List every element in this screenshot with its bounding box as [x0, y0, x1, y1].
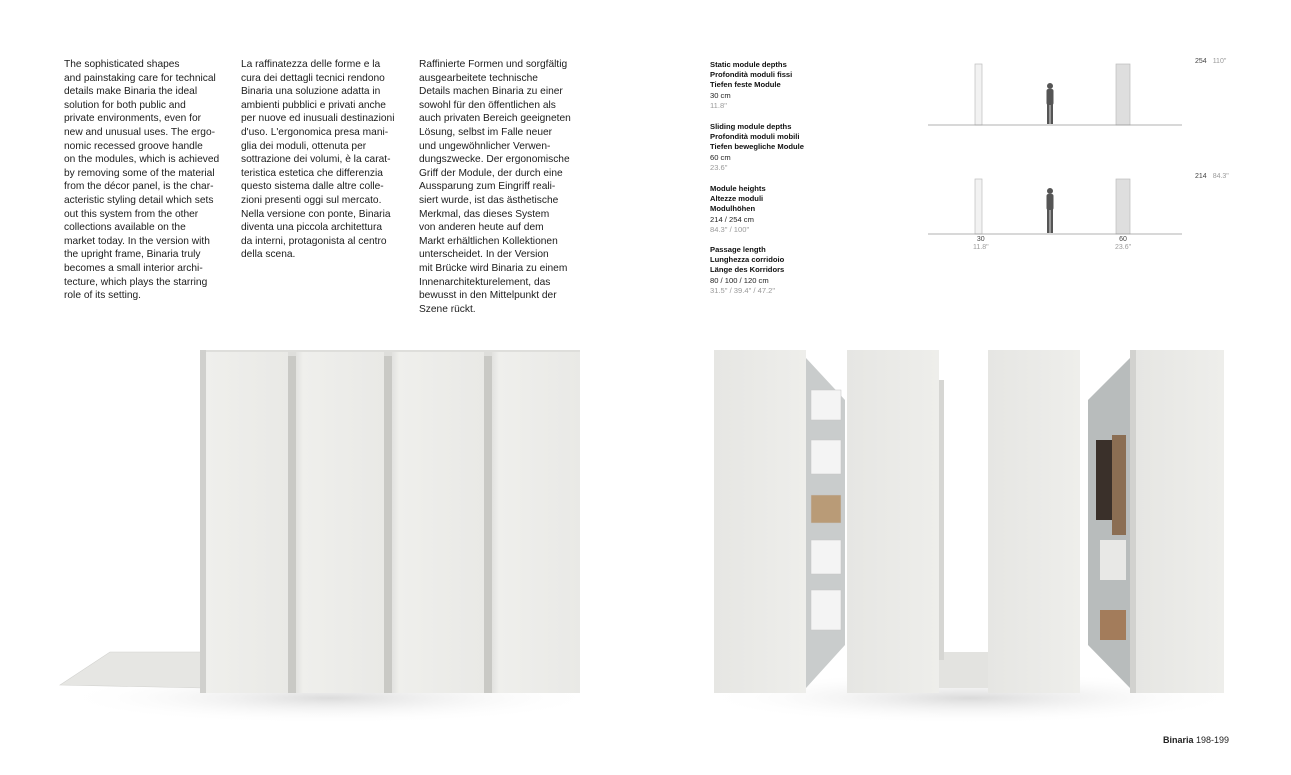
sliding-module-elevation [1116, 64, 1130, 125]
handle-groove [484, 356, 492, 693]
height-label-254: 254 110" [1195, 58, 1227, 65]
spec-imperial: 84.3" / 100" [710, 224, 750, 234]
handle-groove [384, 356, 392, 693]
spec-metric: 60 cm [710, 152, 731, 162]
wardrobe-panel [392, 352, 484, 693]
brand-name: Binaria [1163, 735, 1194, 745]
spec-imperial: 31.5" / 39.4" / 47.2" [710, 285, 776, 295]
wardrobe-panel [492, 352, 580, 693]
static-module-elevation [975, 179, 982, 234]
spec-metric: 30 cm [710, 90, 731, 100]
handle-groove [288, 356, 296, 693]
person-silhouette [1047, 83, 1054, 124]
spec-title: Tiefen feste Module [710, 80, 781, 90]
spec-metric: 80 / 100 / 120 cm [710, 275, 769, 285]
depth-label-30: 30 11.8" [973, 236, 989, 251]
spec-title: Tiefen bewegliche Module [710, 142, 804, 152]
spec-title: Profondità moduli mobili [710, 132, 800, 142]
page-footer [1163, 735, 1229, 745]
product-photo-closed [50, 340, 610, 770]
wardrobe-panel [296, 352, 384, 693]
spec-title: Sliding module depths [710, 122, 792, 131]
english-description: The sophisticated shapes and painstaking care for technical details make Binaria the ideal solution for both public and private environments, even for new and unusual uses. The ergo- nomic recessed groove handle on the modules, which is achieved by removing some of the material from the décor panel, is the char- acteristic styling detail which sets out this system from the other collections available on the market today. In the version with the upright frame, Binaria truly becomes a small interior archi- tecture, which plays the starring role of its setting. [64, 59, 220, 302]
sliding-panel [847, 350, 939, 693]
spec-title: Modulhöhen [710, 204, 756, 214]
spec-metric: 214 / 254 cm [710, 214, 754, 224]
person-silhouette [1047, 188, 1054, 233]
spec-title: Profondità moduli fissi [710, 70, 793, 80]
spec-static-depths [710, 60, 870, 111]
depth-label-60: 60 23.6" [1115, 236, 1132, 251]
spec-title: Altezze moduli [710, 194, 764, 204]
italian-description: La raffinatezza delle forme e la cura dei dettagli tecnici rendono Binaria una soluzione adatta in ambienti pubblici e privati anche per nuove ed inusuali destinazioni d'uso. L'ergonomica presa mani- glia dei moduli, ottenuta per sottrazione dei volumi, è la carat- teristica estetica che differenzia questo sistema dalle altre colle- zioni presenti oggi sul mercato. Nella versione con ponte, Binaria diventa una piccola architettura da interni, protagonista al centro della scena. [241, 59, 395, 261]
page-numbers: 198-199 [1196, 735, 1230, 745]
spec-title: Module heights [710, 184, 766, 193]
spec-title: Lunghezza corridoio [710, 255, 785, 265]
german-description: Raffinierte Formen und sorgfältig ausgearbeitete technische Details machen Binaria zu einer sowohl für den öffentlichen als auch privaten Bereich geeigneten Lösung, selbst im Falle neuer und ungewöhnlicher Verwen- dungszwecke. Der ergonomische Griff der Module, der durch eine Aussparung zum Eingriff reali- siert wurde, ist das ästhetische Merkmal, das dieses System von anderen heute auf dem Markt erhältlichen Kollektionen unterscheidet. In der Version mit Brücke wird Binaria zu einem Innenarchitekturelement, das bewusst in den Mittelpunkt der Szene rückt. [419, 59, 571, 315]
spec-imperial: 11.8" [710, 100, 727, 110]
spec-passage-length [710, 245, 870, 296]
wardrobe-panel [200, 352, 288, 693]
height-label-214: 214 84.3" [1195, 173, 1229, 180]
spec-module-heights [710, 184, 870, 235]
floor-platform [60, 652, 205, 688]
spec-sliding-depths [710, 122, 870, 173]
spec-imperial: 23.6" [710, 162, 728, 172]
sliding-panel [988, 350, 1080, 693]
wardrobe-panel [714, 350, 806, 693]
dimension-diagram [925, 55, 1195, 255]
spec-title: Passage length [710, 245, 766, 254]
spec-title: Länge des Korridors [710, 265, 785, 275]
product-photo-open [690, 340, 1250, 770]
static-module-elevation [975, 64, 982, 125]
wardrobe-panel [1136, 350, 1224, 693]
spec-title: Static module depths [710, 60, 787, 69]
sliding-module-elevation [1116, 179, 1130, 234]
